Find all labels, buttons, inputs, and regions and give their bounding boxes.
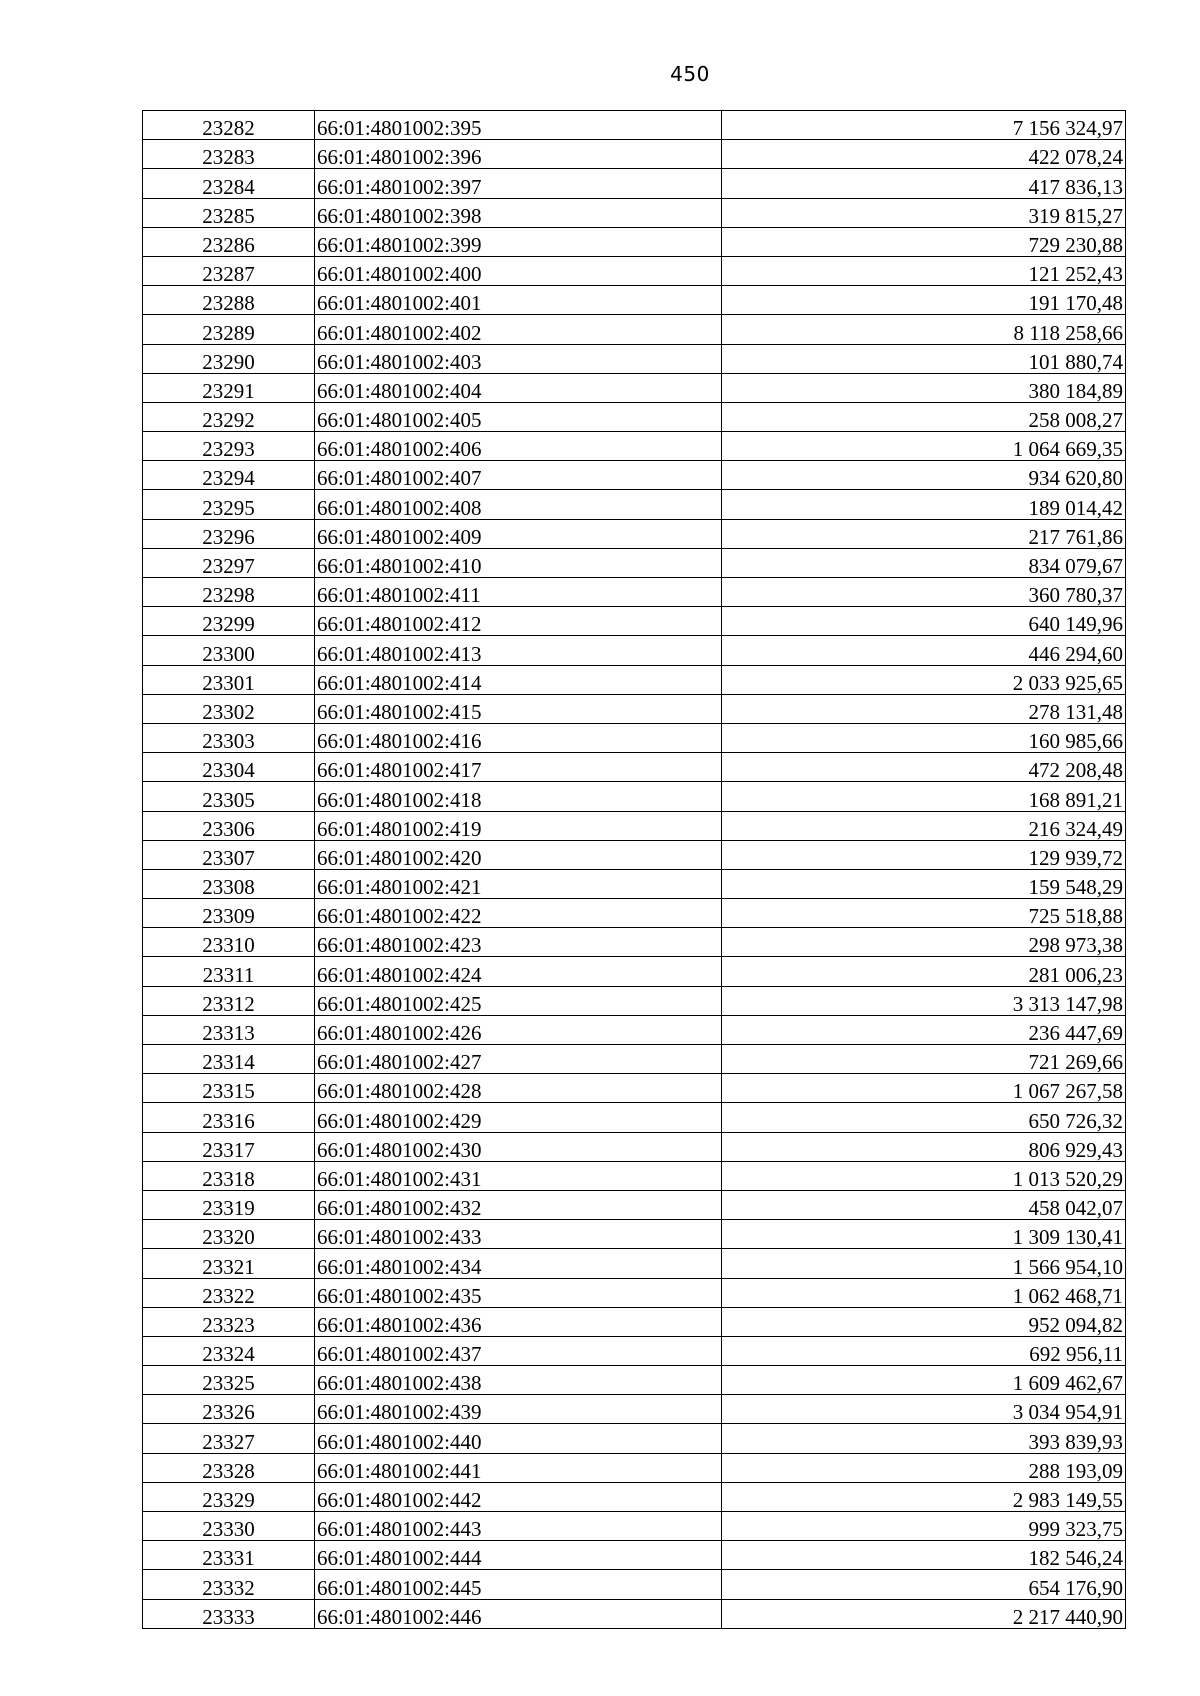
cadastral-number-cell: 66:01:4801002:399 [315, 227, 722, 256]
cadastral-number-cell: 66:01:4801002:427 [315, 1045, 722, 1074]
table-row [143, 1161, 1126, 1190]
table-row [143, 1482, 1126, 1511]
table-row [143, 1307, 1126, 1336]
cadastral-number-cell: 66:01:4801002:414 [315, 665, 722, 694]
value-cell: 236 447,69 [722, 1015, 1126, 1044]
value-cell: 458 042,07 [722, 1190, 1126, 1219]
value-cell: 278 131,48 [722, 694, 1126, 723]
value-cell: 806 929,43 [722, 1132, 1126, 1161]
cadastral-number-cell: 66:01:4801002:429 [315, 1103, 722, 1132]
cadastral-number-cell: 66:01:4801002:436 [315, 1307, 722, 1336]
table-row [143, 1570, 1126, 1599]
row-number-cell: 23298 [143, 578, 315, 607]
row-number-cell: 23314 [143, 1045, 315, 1074]
row-number-cell: 23321 [143, 1249, 315, 1278]
cadastral-number-cell: 66:01:4801002:398 [315, 198, 722, 227]
value-cell: 191 170,48 [722, 286, 1126, 315]
cadastral-number-cell: 66:01:4801002:413 [315, 636, 722, 665]
table-row [143, 1336, 1126, 1365]
table-row [143, 1220, 1126, 1249]
cadastral-number-cell: 66:01:4801002:445 [315, 1570, 722, 1599]
row-number-cell: 23300 [143, 636, 315, 665]
row-number-cell: 23328 [143, 1453, 315, 1482]
cadastral-number-cell: 66:01:4801002:400 [315, 256, 722, 285]
cadastral-number-cell: 66:01:4801002:406 [315, 432, 722, 461]
table-row [143, 373, 1126, 402]
table-row [143, 402, 1126, 431]
value-cell: 101 880,74 [722, 344, 1126, 373]
cadastral-number-cell: 66:01:4801002:404 [315, 373, 722, 402]
row-number-cell: 23282 [143, 111, 315, 140]
value-cell: 834 079,67 [722, 548, 1126, 577]
value-cell: 417 836,13 [722, 169, 1126, 198]
table-row [143, 140, 1126, 169]
table-body [143, 111, 1126, 1629]
table-row [143, 490, 1126, 519]
cadastral-number-cell: 66:01:4801002:396 [315, 140, 722, 169]
value-cell: 472 208,48 [722, 753, 1126, 782]
cadastral-number-cell: 66:01:4801002:437 [315, 1336, 722, 1365]
row-number-cell: 23302 [143, 694, 315, 723]
table-row [143, 1395, 1126, 1424]
cadastral-number-cell: 66:01:4801002:425 [315, 986, 722, 1015]
table-row [143, 636, 1126, 665]
row-number-cell: 23308 [143, 869, 315, 898]
table-row [143, 286, 1126, 315]
cadastral-number-cell: 66:01:4801002:432 [315, 1190, 722, 1219]
row-number-cell: 23293 [143, 432, 315, 461]
table-row [143, 1599, 1126, 1628]
value-cell: 393 839,93 [722, 1424, 1126, 1453]
cadastral-number-cell: 66:01:4801002:412 [315, 607, 722, 636]
value-cell: 650 726,32 [722, 1103, 1126, 1132]
row-number-cell: 23303 [143, 723, 315, 752]
cadastral-value-table [142, 110, 1126, 1629]
cadastral-number-cell: 66:01:4801002:405 [315, 402, 722, 431]
cadastral-number-cell: 66:01:4801002:443 [315, 1512, 722, 1541]
cadastral-number-cell: 66:01:4801002:409 [315, 519, 722, 548]
row-number-cell: 23322 [143, 1278, 315, 1307]
value-cell: 422 078,24 [722, 140, 1126, 169]
row-number-cell: 23285 [143, 198, 315, 227]
cadastral-number-cell: 66:01:4801002:401 [315, 286, 722, 315]
table-row [143, 1015, 1126, 1044]
cadastral-number-cell: 66:01:4801002:397 [315, 169, 722, 198]
row-number-cell: 23283 [143, 140, 315, 169]
value-cell: 1 062 468,71 [722, 1278, 1126, 1307]
row-number-cell: 23332 [143, 1570, 315, 1599]
row-number-cell: 23299 [143, 607, 315, 636]
row-number-cell: 23284 [143, 169, 315, 198]
cadastral-number-cell: 66:01:4801002:410 [315, 548, 722, 577]
table-row [143, 1190, 1126, 1219]
value-cell: 1 013 520,29 [722, 1161, 1126, 1190]
row-number-cell: 23307 [143, 840, 315, 869]
cadastral-number-cell: 66:01:4801002:407 [315, 461, 722, 490]
row-number-cell: 23296 [143, 519, 315, 548]
value-cell: 160 985,66 [722, 723, 1126, 752]
cadastral-number-cell: 66:01:4801002:441 [315, 1453, 722, 1482]
row-number-cell: 23317 [143, 1132, 315, 1161]
cadastral-number-cell: 66:01:4801002:403 [315, 344, 722, 373]
row-number-cell: 23319 [143, 1190, 315, 1219]
value-cell: 8 118 258,66 [722, 315, 1126, 344]
value-cell: 217 761,86 [722, 519, 1126, 548]
table-row [143, 1424, 1126, 1453]
table-row [143, 607, 1126, 636]
value-cell: 288 193,09 [722, 1453, 1126, 1482]
row-number-cell: 23324 [143, 1336, 315, 1365]
cadastral-number-cell: 66:01:4801002:444 [315, 1541, 722, 1570]
value-cell: 360 780,37 [722, 578, 1126, 607]
cadastral-number-cell: 66:01:4801002:420 [315, 840, 722, 869]
table-row [143, 432, 1126, 461]
row-number-cell: 23318 [143, 1161, 315, 1190]
value-cell: 2 983 149,55 [722, 1482, 1126, 1511]
value-cell: 298 973,38 [722, 928, 1126, 957]
cadastral-number-cell: 66:01:4801002:433 [315, 1220, 722, 1249]
cadastral-number-cell: 66:01:4801002:434 [315, 1249, 722, 1278]
row-number-cell: 23329 [143, 1482, 315, 1511]
value-cell: 380 184,89 [722, 373, 1126, 402]
table-row [143, 111, 1126, 140]
value-cell: 3 034 954,91 [722, 1395, 1126, 1424]
row-number-cell: 23315 [143, 1074, 315, 1103]
table-row [143, 986, 1126, 1015]
cadastral-number-cell: 66:01:4801002:446 [315, 1599, 722, 1628]
table-row [143, 578, 1126, 607]
value-cell: 7 156 324,97 [722, 111, 1126, 140]
row-number-cell: 23291 [143, 373, 315, 402]
value-cell: 2 033 925,65 [722, 665, 1126, 694]
cadastral-number-cell: 66:01:4801002:421 [315, 869, 722, 898]
table-row [143, 1278, 1126, 1307]
row-number-cell: 23286 [143, 227, 315, 256]
cadastral-number-cell: 66:01:4801002:417 [315, 753, 722, 782]
cadastral-number-cell: 66:01:4801002:442 [315, 1482, 722, 1511]
table-row [143, 519, 1126, 548]
row-number-cell: 23289 [143, 315, 315, 344]
row-number-cell: 23320 [143, 1220, 315, 1249]
table-row [143, 1074, 1126, 1103]
value-cell: 1 609 462,67 [722, 1366, 1126, 1395]
value-cell: 129 939,72 [722, 840, 1126, 869]
table-row [143, 899, 1126, 928]
value-cell: 999 323,75 [722, 1512, 1126, 1541]
cadastral-number-cell: 66:01:4801002:402 [315, 315, 722, 344]
cadastral-number-cell: 66:01:4801002:438 [315, 1366, 722, 1395]
table-row [143, 1541, 1126, 1570]
cadastral-number-cell: 66:01:4801002:439 [315, 1395, 722, 1424]
value-cell: 189 014,42 [722, 490, 1126, 519]
table-row [143, 665, 1126, 694]
value-cell: 121 252,43 [722, 256, 1126, 285]
table-row [143, 1249, 1126, 1278]
value-cell: 2 217 440,90 [722, 1599, 1126, 1628]
table-row [143, 782, 1126, 811]
cadastral-number-cell: 66:01:4801002:418 [315, 782, 722, 811]
cadastral-number-cell: 66:01:4801002:428 [315, 1074, 722, 1103]
table-row [143, 256, 1126, 285]
row-number-cell: 23330 [143, 1512, 315, 1541]
row-number-cell: 23331 [143, 1541, 315, 1570]
value-cell: 1 064 669,35 [722, 432, 1126, 461]
cadastral-number-cell: 66:01:4801002:430 [315, 1132, 722, 1161]
table-row [143, 694, 1126, 723]
cadastral-number-cell: 66:01:4801002:408 [315, 490, 722, 519]
value-cell: 692 956,11 [722, 1336, 1126, 1365]
table-row [143, 957, 1126, 986]
cadastral-number-cell: 66:01:4801002:419 [315, 811, 722, 840]
cadastral-number-cell: 66:01:4801002:411 [315, 578, 722, 607]
value-cell: 721 269,66 [722, 1045, 1126, 1074]
row-number-cell: 23301 [143, 665, 315, 694]
row-number-cell: 23316 [143, 1103, 315, 1132]
table-row [143, 723, 1126, 752]
value-cell: 319 815,27 [722, 198, 1126, 227]
row-number-cell: 23327 [143, 1424, 315, 1453]
table-row [143, 753, 1126, 782]
cadastral-number-cell: 66:01:4801002:431 [315, 1161, 722, 1190]
row-number-cell: 23311 [143, 957, 315, 986]
row-number-cell: 23312 [143, 986, 315, 1015]
row-number-cell: 23304 [143, 753, 315, 782]
cadastral-number-cell: 66:01:4801002:422 [315, 899, 722, 928]
value-cell: 640 149,96 [722, 607, 1126, 636]
cadastral-number-cell: 66:01:4801002:435 [315, 1278, 722, 1307]
row-number-cell: 23288 [143, 286, 315, 315]
row-number-cell: 23323 [143, 1307, 315, 1336]
table-row [143, 461, 1126, 490]
table-row [143, 928, 1126, 957]
row-number-cell: 23305 [143, 782, 315, 811]
value-cell: 729 230,88 [722, 227, 1126, 256]
cadastral-number-cell: 66:01:4801002:415 [315, 694, 722, 723]
row-number-cell: 23310 [143, 928, 315, 957]
value-cell: 654 176,90 [722, 1570, 1126, 1599]
cadastral-number-cell: 66:01:4801002:440 [315, 1424, 722, 1453]
table-row [143, 1366, 1126, 1395]
table-row [143, 811, 1126, 840]
row-number-cell: 23287 [143, 256, 315, 285]
cadastral-number-cell: 66:01:4801002:424 [315, 957, 722, 986]
table-row [143, 344, 1126, 373]
value-cell: 3 313 147,98 [722, 986, 1126, 1015]
value-cell: 281 006,23 [722, 957, 1126, 986]
row-number-cell: 23306 [143, 811, 315, 840]
table-row [143, 548, 1126, 577]
row-number-cell: 23309 [143, 899, 315, 928]
row-number-cell: 23290 [143, 344, 315, 373]
value-cell: 446 294,60 [722, 636, 1126, 665]
cadastral-number-cell: 66:01:4801002:423 [315, 928, 722, 957]
row-number-cell: 23294 [143, 461, 315, 490]
table-row [143, 1132, 1126, 1161]
value-cell: 1 566 954,10 [722, 1249, 1126, 1278]
value-cell: 216 324,49 [722, 811, 1126, 840]
table-row [143, 869, 1126, 898]
value-cell: 934 620,80 [722, 461, 1126, 490]
row-number-cell: 23333 [143, 1599, 315, 1628]
row-number-cell: 23313 [143, 1015, 315, 1044]
table-row [143, 1045, 1126, 1074]
value-cell: 952 094,82 [722, 1307, 1126, 1336]
row-number-cell: 23292 [143, 402, 315, 431]
table-row [143, 169, 1126, 198]
row-number-cell: 23295 [143, 490, 315, 519]
value-cell: 182 546,24 [722, 1541, 1126, 1570]
cadastral-number-cell: 66:01:4801002:395 [315, 111, 722, 140]
row-number-cell: 23297 [143, 548, 315, 577]
table-row [143, 1453, 1126, 1482]
value-cell: 159 548,29 [722, 869, 1126, 898]
value-cell: 1 309 130,41 [722, 1220, 1126, 1249]
table-row [143, 198, 1126, 227]
table-row [143, 315, 1126, 344]
table-row [143, 840, 1126, 869]
cadastral-number-cell: 66:01:4801002:416 [315, 723, 722, 752]
value-cell: 1 067 267,58 [722, 1074, 1126, 1103]
table-row [143, 1512, 1126, 1541]
page-number: 450 [670, 62, 710, 86]
value-cell: 168 891,21 [722, 782, 1126, 811]
row-number-cell: 23325 [143, 1366, 315, 1395]
value-cell: 725 518,88 [722, 899, 1126, 928]
row-number-cell: 23326 [143, 1395, 315, 1424]
value-cell: 258 008,27 [722, 402, 1126, 431]
cadastral-number-cell: 66:01:4801002:426 [315, 1015, 722, 1044]
table-row [143, 1103, 1126, 1132]
table-row [143, 227, 1126, 256]
